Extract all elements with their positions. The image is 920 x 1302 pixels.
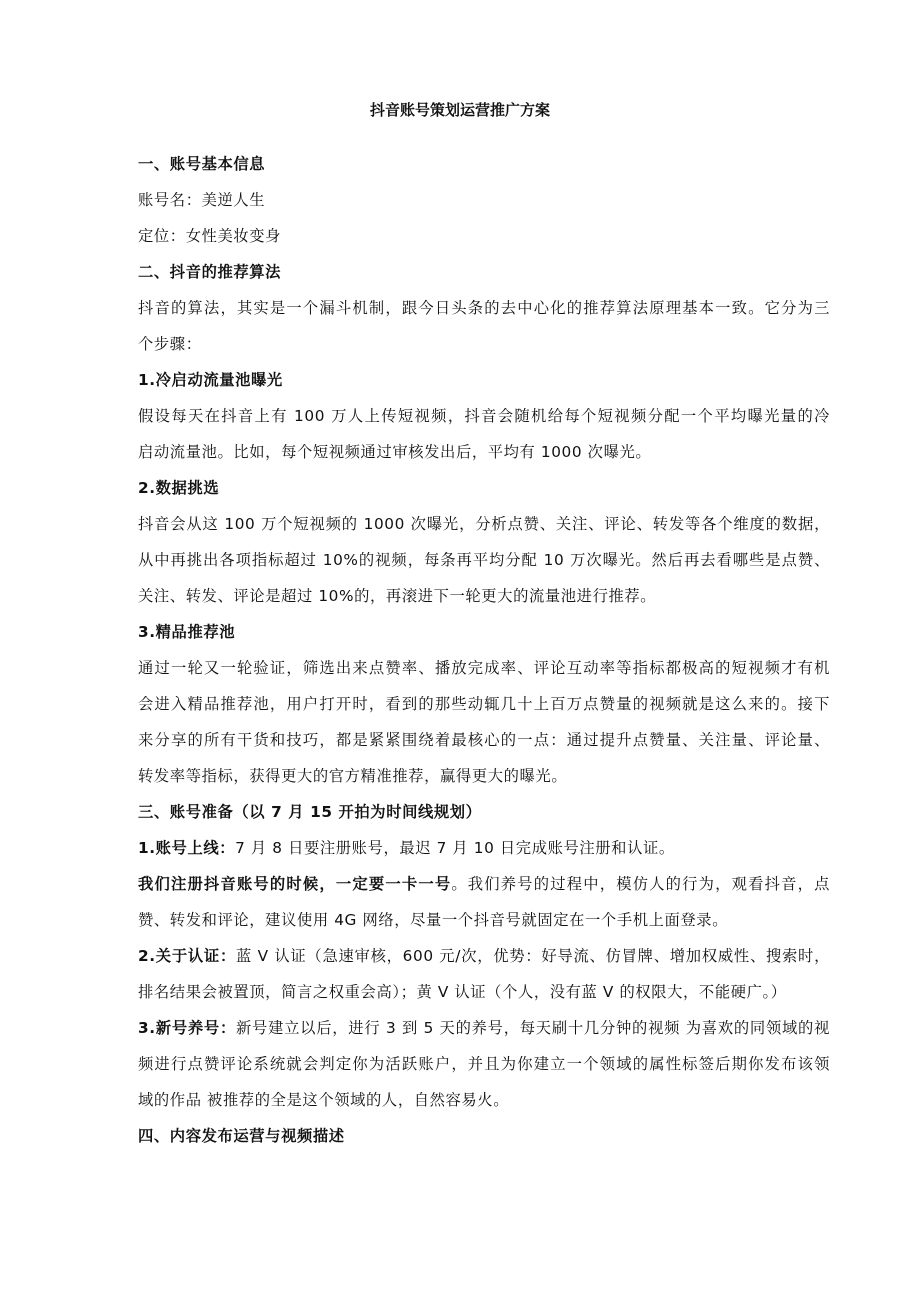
paragraph-line [138,866,830,902]
line-text: 启动流量池。比如，每个短视频通过审核发出后，平均有 1000 次曝光。 [138,443,652,461]
heading-text: 四、内容发布运营与视频描述 [138,1127,345,1145]
heading-text: 三、账号准备（以 7 月 15 开拍为时间线规划） [138,803,482,821]
paragraph-line [138,506,830,542]
paragraph-line [138,650,830,686]
paragraph-line [138,218,830,254]
bold-lead-text: 2.关于认证： [138,947,237,965]
section-heading [138,794,830,830]
bold-lead-text: 我们注册抖音账号的时候，一定要一卡一号 [138,875,452,893]
bold-lead-text: 1.账号上线： [138,839,236,857]
section-heading [138,146,830,182]
heading-text: 2.数据挑选 [138,479,220,497]
line-text: 。我们养号的过程中，模仿人的行为，观看抖音，点 [451,875,830,893]
paragraph-line [138,290,830,326]
section-heading [138,1118,830,1154]
paragraph-line [138,434,830,470]
paragraph-line [138,182,830,218]
line-text: 账号名：美逆人生 [138,191,266,209]
line-text: 假设每天在抖音上有 100 万人上传短视频，抖音会随机给每个短视频分配一个平均曝光量的冷 [138,407,830,425]
paragraph-line [138,902,830,938]
line-text: 蓝 V 认证（急速审核，600 元/次，优势：好导流、仿冒牌、增加权威性、搜索时， [236,947,830,965]
line-text: 从中再挑出各项指标超过 10%的视频，每条再平均分配 10 万次曝光。然后再去看哪些是点赞、 [138,551,830,569]
section-heading [138,614,830,650]
line-text: 频进行点赞评论系统就会判定你为活跃账户，并且为你建立一个领域的属性标签后期你发布该领 [138,1055,830,1073]
paragraph-line [138,1010,830,1046]
line-text: 通过一轮又一轮验证，筛选出来点赞率、播放完成率、评论互动率等指标都极高的短视频才有机 [138,659,830,677]
paragraph-line [138,722,830,758]
section-heading [138,470,830,506]
line-text: 抖音会从这 100 万个短视频的 1000 次曝光，分析点赞、关注、评论、转发等各个维度的数据， [138,515,830,533]
line-text: 会进入精品推荐池，用户打开时，看到的那些动辄几十上百万点赞量的视频就是这么来的。接下 [138,695,830,713]
heading-text: 3.精品推荐池 [138,623,236,641]
paragraph-line [138,578,830,614]
line-text: 7 月 8 日要注册账号，最迟 7 月 10 日完成账号注册和认证。 [235,839,675,857]
paragraph-line [138,1046,830,1082]
paragraph-line [138,938,830,974]
paragraph-line [138,974,830,1010]
line-text: 定位：女性美妆变身 [138,227,282,245]
paragraph-line [138,326,830,362]
heading-text: 一、账号基本信息 [138,155,266,173]
paragraph-line [138,758,830,794]
line-text: 个步骤： [138,335,202,353]
document-body [138,146,830,1154]
paragraph-line [138,398,830,434]
section-heading [138,362,830,398]
line-text: 转发率等指标，获得更大的官方精准推荐，赢得更大的曝光。 [138,767,568,785]
paragraph-line [138,830,830,866]
line-text: 关注、转发、评论是超过 10%的，再滚进下一轮更大的流量池进行推荐。 [138,587,657,605]
paragraph-line [138,686,830,722]
line-text: 来分享的所有干货和技巧，都是紧紧围绕着最核心的一点：通过提升点赞量、关注量、评论量、 [138,731,830,749]
line-text: 抖音的算法，其实是一个漏斗机制，跟今日头条的去中心化的推荐算法原理基本一致。它分为三 [138,299,830,317]
line-text: 新号建立以后，进行 3 到 5 天的养号，每天刷十几分钟的视频 为喜欢的同领域的视 [236,1019,830,1037]
line-text: 域的作品 被推荐的全是这个领域的人，自然容易火。 [138,1091,510,1109]
section-heading [138,254,830,290]
line-text: 赞、转发和评论，建议使用 4G 网络，尽量一个抖音号就固定在一个手机上面登录。 [138,911,729,929]
paragraph-line [138,1082,830,1118]
heading-text: 1.冷启动流量池曝光 [138,371,283,389]
line-text: 排名结果会被置顶，简言之权重会高）；黄 V 认证（个人，没有蓝 V 的权限大，不能硬广。） [138,983,787,1001]
document-title: 抖音账号策划运营推广方案 [369,101,550,119]
heading-text: 二、抖音的推荐算法 [138,263,282,281]
bold-lead-text: 3.新号养号： [138,1019,237,1037]
paragraph-line [138,542,830,578]
